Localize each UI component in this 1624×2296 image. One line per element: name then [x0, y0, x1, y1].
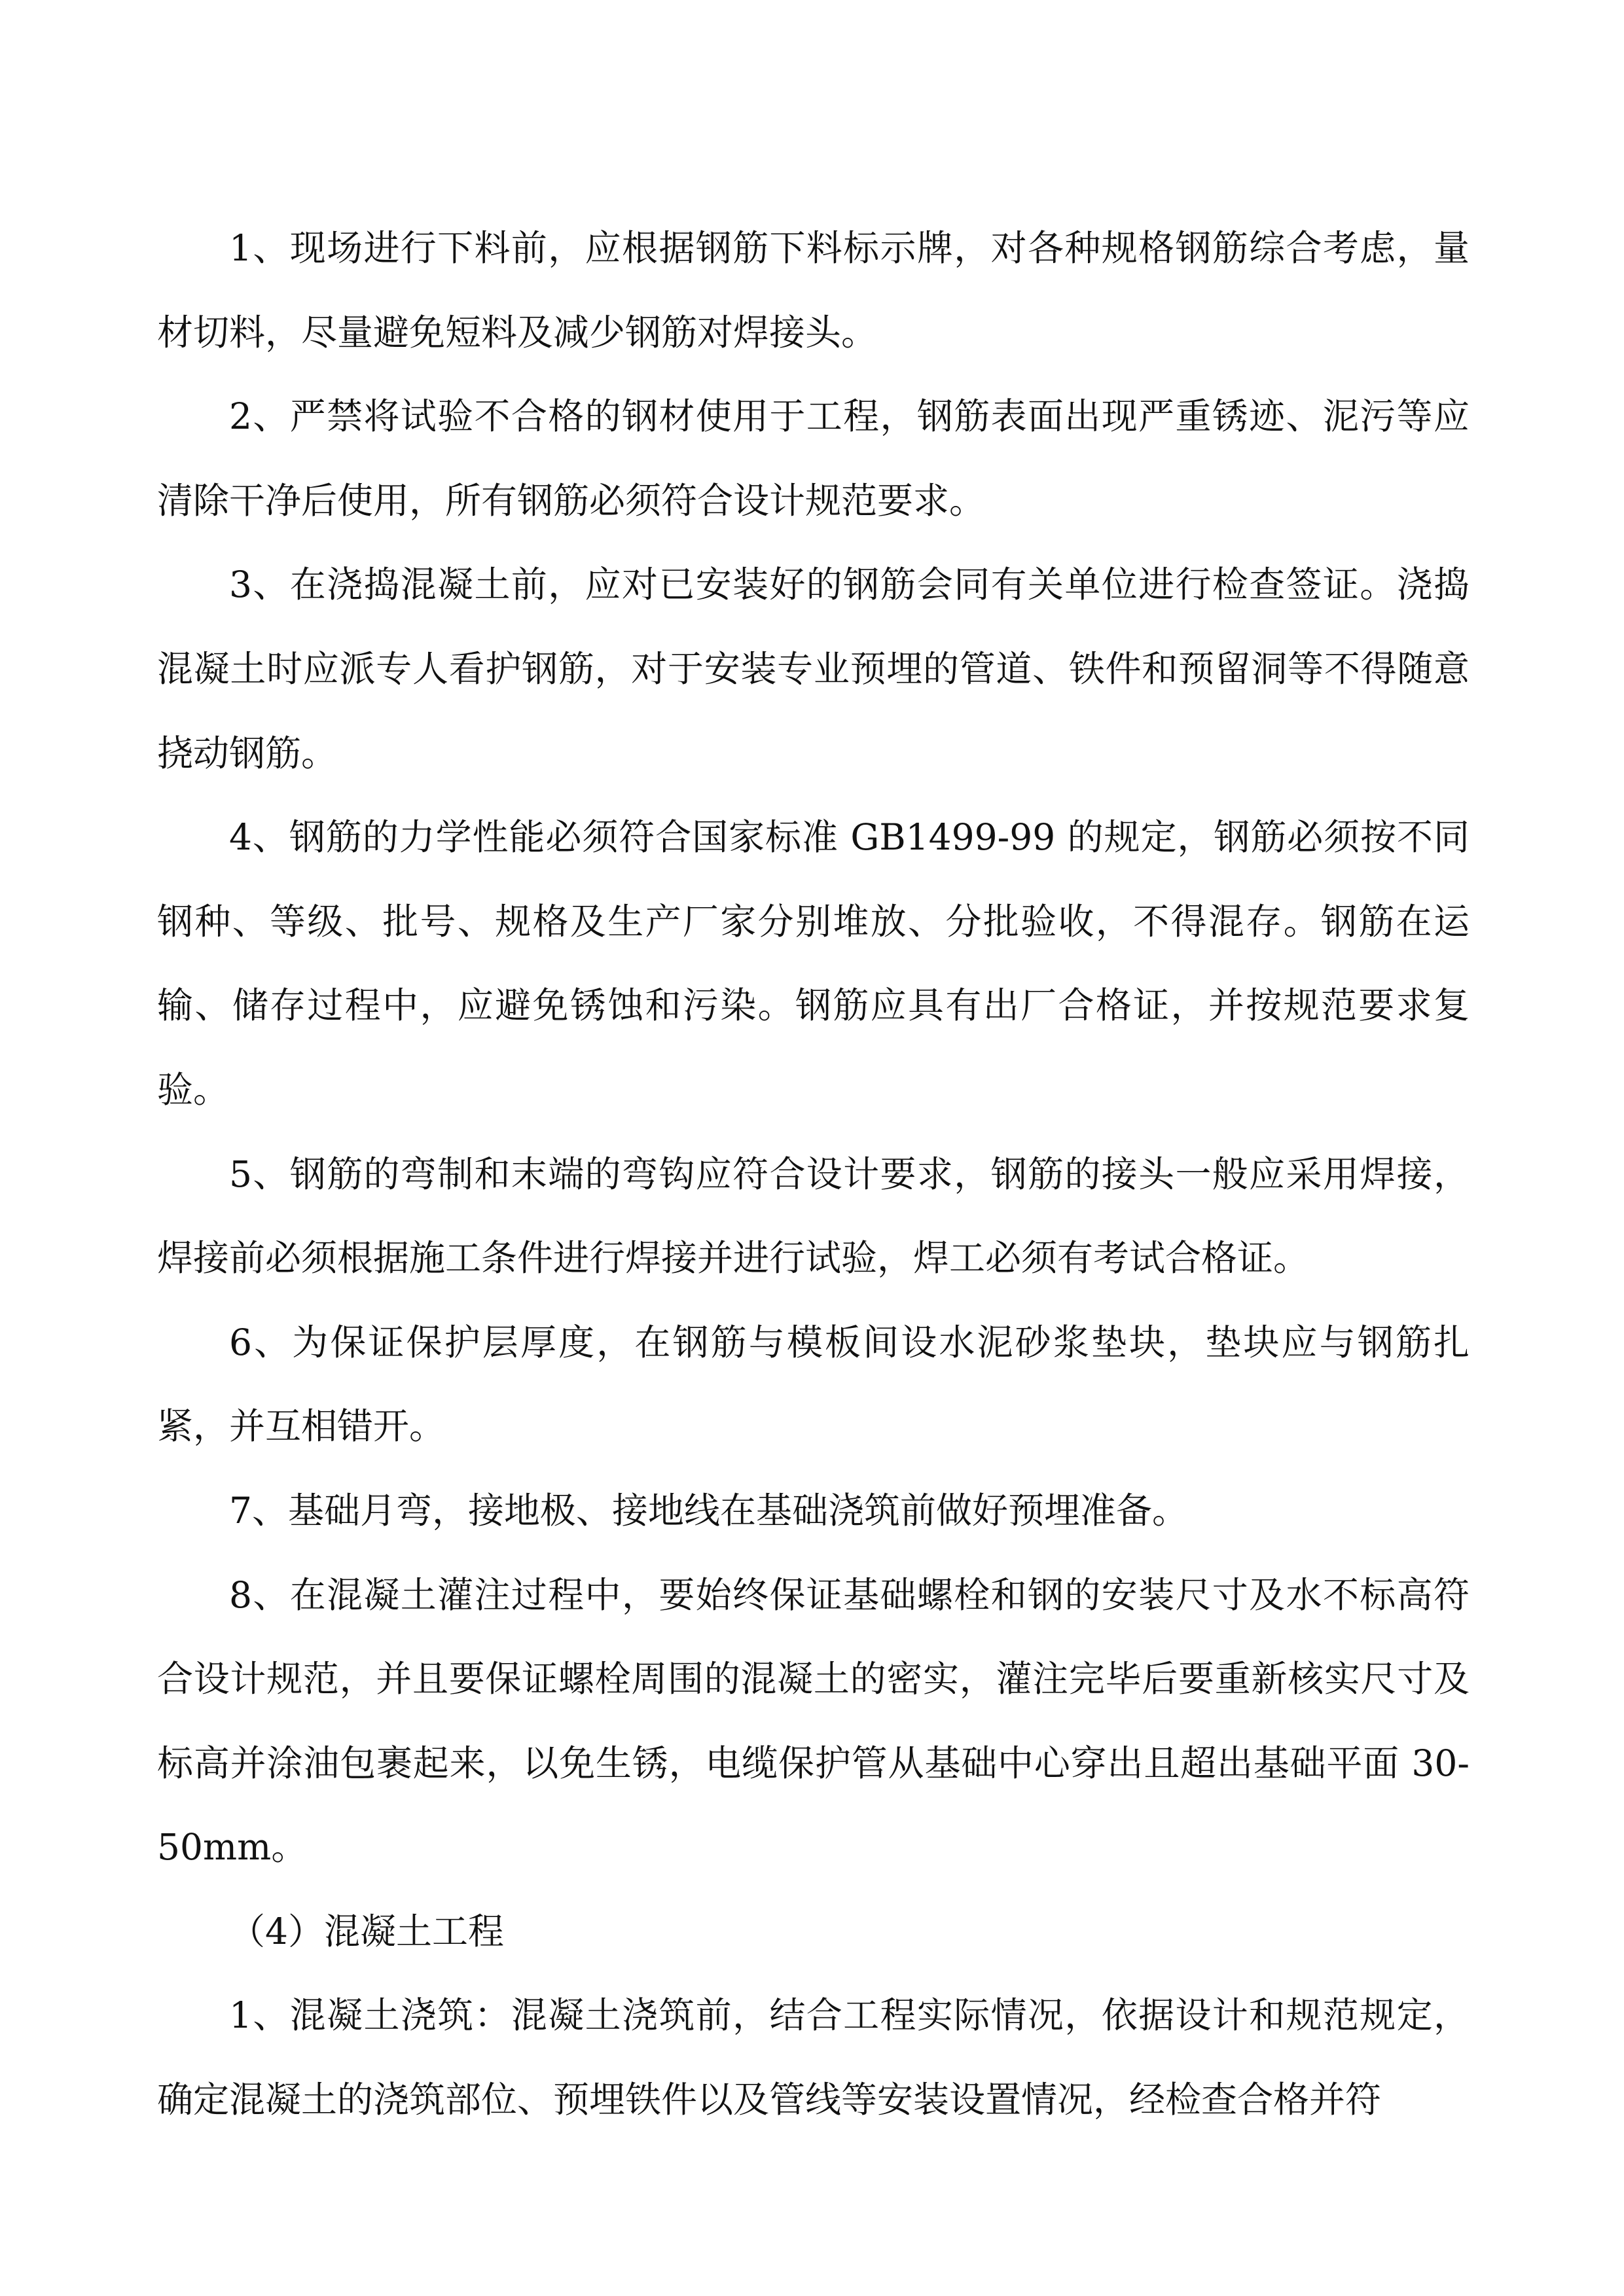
- paragraph-5: 5、钢筋的弯制和末端的弯钩应符合设计要求，钢筋的接头一般应采用焊接，焊接前必须根据施工条件进行焊接并进行试验，焊工必须有考试合格证。: [157, 1153, 1470, 1280]
- paragraph-2: 2、严禁将试验不合格的钢材使用于工程，钢筋表面出现严重锈迹、泥污等应清除干净后使用，所有钢筋必须符合设计规范要求。: [157, 395, 1470, 522]
- paragraph-8: 8、在混凝土灌注过程中，要始终保证基础螺栓和钢的安装尺寸及水不标高符合设计规范，并且要保证螺栓周围的混凝土的密实，灌注完毕后要重新核实尺寸及标高并涂油包裹起来，以免生锈，电缆保护管从基础中心穿出且超出基础平面 30-50mm。: [157, 1573, 1470, 1869]
- paragraph-1: 1、现场进行下料前，应根据钢筋下料标示牌，对各种规格钢筋综合考虑，量材切料，尽量避免短料及减少钢筋对焊接头。: [157, 227, 1470, 353]
- paragraph-7: 7、基础月弯，接地极、接地线在基础浇筑前做好预埋准备。: [229, 1489, 1188, 1532]
- paragraph-concrete-1: 1、混凝土浇筑：混凝土浇筑前，结合工程实际情况，依据设计和规范规定，确定混凝土的浇筑部位、预埋铁件以及管线等安装设置情况，经检查合格并符: [157, 1994, 1470, 2121]
- document-body: [157, 206, 1470, 2142]
- paragraph-3: 3、在浇捣混凝土前，应对已安装好的钢筋会同有关单位进行检查签证。浇捣混凝土时应派专人看护钢筋，对于安装专业预埋的管道、铁件和预留洞等不得随意挠动钢筋。: [157, 564, 1470, 774]
- paragraph-4: 4、钢筋的力学性能必须符合国家标准 GB1499-99 的规定，钢筋必须按不同钢种、等级、批号、规格及生产厂家分别堆放、分批验收，不得混存。钢筋在运输、储存过程中，应避免锈蚀和污染。钢筋应具有出厂合格证，并按规范要求复验。: [157, 816, 1470, 1111]
- section-heading-concrete: （4）混凝土工程: [229, 1910, 504, 1952]
- paragraph-6: 6、为保证保护层厚度，在钢筋与模板间设水泥砂浆垫块，垫块应与钢筋扎紧，并互相错开。: [157, 1321, 1470, 1448]
